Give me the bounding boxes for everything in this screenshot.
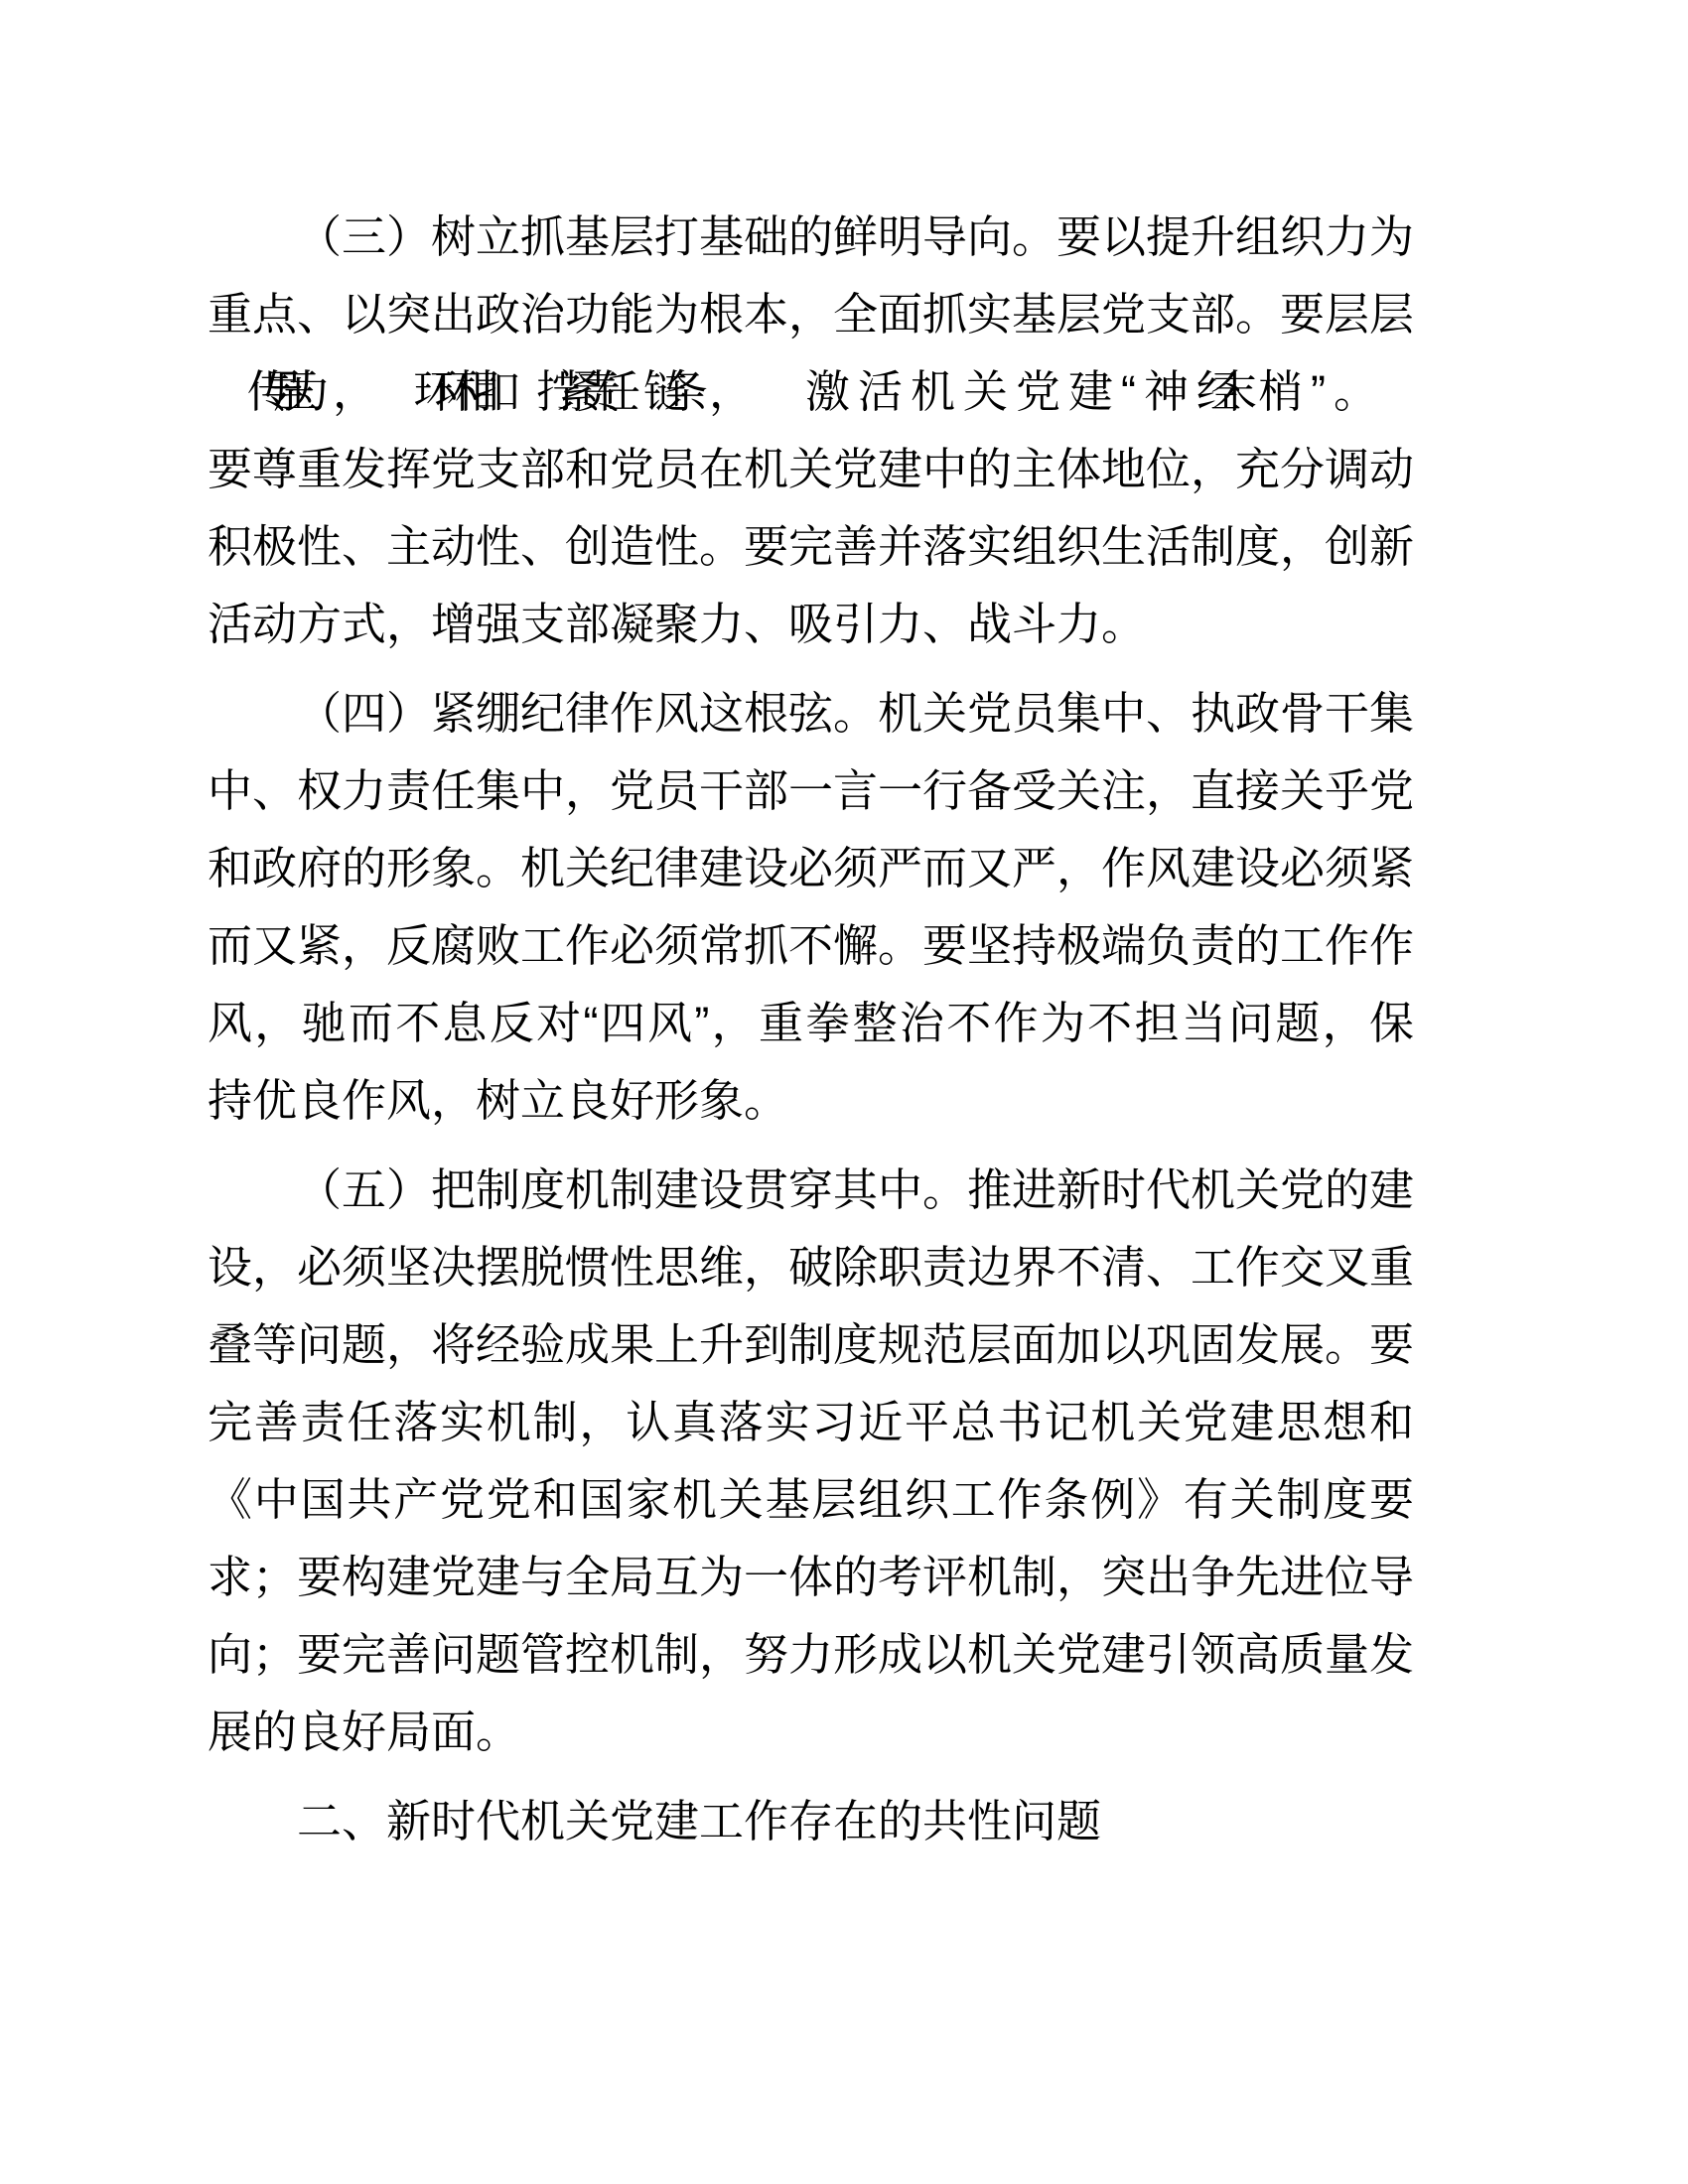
spaced-text: 激活机关党建“神 bbox=[805, 366, 1197, 417]
text-line: （四）紧绷纪律作风这根弦。机关党员集中、执政骨干集 bbox=[297, 688, 1415, 739]
text-line: 积极性、主动性、创造性。要完善并落实组织生活制度，创新 bbox=[208, 521, 1415, 572]
garbled-cluster: 拧紧责任 bbox=[536, 366, 617, 417]
garbled-cluster: 环环相扣 bbox=[413, 366, 497, 417]
text-line: 风，驰而不息反对“四风”，重拳整治不作为不担当问题，保 bbox=[208, 998, 1414, 1048]
text-line: 向；要完善问题管控机制，努力形成以机关党建引领高质量发 bbox=[208, 1629, 1415, 1680]
garbled-cluster: 链条 bbox=[643, 366, 684, 417]
text-line: 中、权力责任集中，党员干部一言一行备受关注，直接关乎党 bbox=[208, 765, 1415, 816]
text-line: 重点、以突出政治功能为根本，全面抓实基层党支部。要层层 bbox=[208, 289, 1415, 340]
garbled-cluster: 经末 bbox=[1196, 366, 1229, 417]
text-line: 要尊重发挥党支部和党员在机关党建中的主体地位，充分调动 bbox=[208, 444, 1415, 494]
document-content bbox=[208, 199, 1414, 1872]
garbled-text-line bbox=[208, 353, 1414, 431]
text-line: 《中国共产党党和国家机关基层组织工作条例》有关制度要 bbox=[208, 1474, 1414, 1525]
text-line: 持优良作风，树立良好形象。 bbox=[208, 1075, 789, 1126]
punctuation: ， bbox=[709, 366, 755, 417]
text-line: 而又紧，反腐败工作必须常抓不懈。要坚持极端负责的工作作 bbox=[208, 920, 1415, 971]
paragraph-4 bbox=[208, 675, 1414, 1140]
spaced-text: 梢”。 bbox=[1258, 366, 1387, 417]
text-line: 展的良好局面。 bbox=[208, 1706, 521, 1757]
text-line: 和政府的形象。机关纪律建设必须严而又严，作风建设必须紧 bbox=[208, 843, 1415, 893]
text-line: （五）把制度机制建设贯穿其中。推进新时代机关党的建 bbox=[297, 1164, 1415, 1215]
paragraph-5 bbox=[208, 1152, 1414, 1771]
garbled-cluster: 传导压力 bbox=[247, 366, 300, 417]
paragraph-3 bbox=[208, 199, 1414, 663]
text-line: 完善责任落实机制，认真落实习近平总书记机关党建思想和 bbox=[208, 1397, 1414, 1447]
text-line: （三）树立抓基层打基础的鲜明导向。要以提升组织力为 bbox=[297, 211, 1415, 262]
text-line: 活动方式，增强支部凝聚力、吸引力、战斗力。 bbox=[208, 599, 1147, 649]
text-line: 叠等问题，将经验成果上升到制度规范层面加以巩固发展。要 bbox=[208, 1319, 1415, 1370]
section-heading-block bbox=[208, 1783, 1414, 1860]
section-heading: 二、新时代机关党建工作存在的共性问题 bbox=[297, 1796, 1102, 1846]
text-line: 求；要构建党建与全局互为一体的考评机制，突出争先进位导 bbox=[208, 1552, 1415, 1602]
punctuation: ， bbox=[333, 366, 378, 417]
text-line: 设，必须坚决摆脱惯性思维，破除职责边界不清、工作交叉重 bbox=[208, 1242, 1415, 1293]
